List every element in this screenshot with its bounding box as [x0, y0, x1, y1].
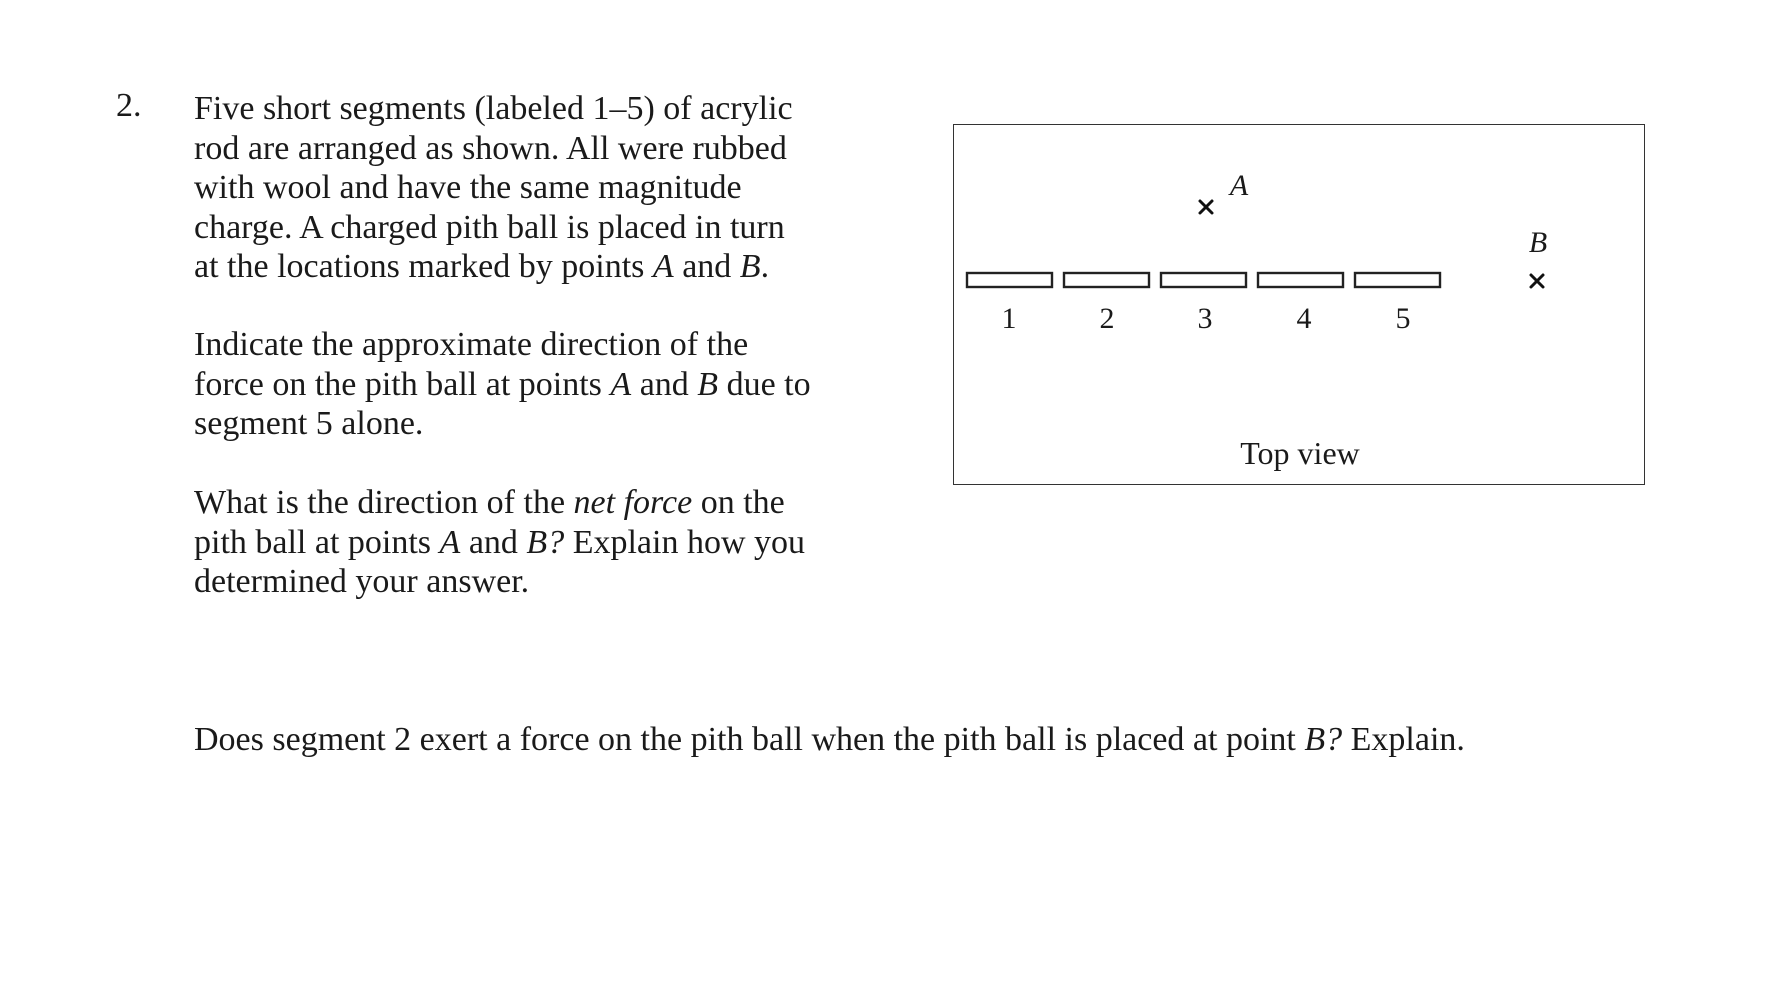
part2-line-1 — [194, 483, 934, 523]
intro-line-2: rod are arranged as shown. All were rubbed — [194, 129, 787, 167]
segment-label-1: 1 — [1001, 302, 1017, 335]
diagram-caption: Top view — [1240, 435, 1360, 471]
part2-line-2-and: and — [460, 523, 527, 561]
intro-line-4: charge. A charged pith ball is placed in turn — [194, 208, 785, 246]
diagram-canvas — [954, 125, 1646, 486]
rod-segment-2 — [1064, 273, 1149, 287]
point-a-ref: A — [439, 523, 461, 561]
rod-segment-1 — [967, 273, 1052, 287]
point-a-ref: A — [610, 365, 632, 403]
point-b-ref: B — [739, 248, 761, 285]
intro-line-5-end: . — [760, 248, 770, 285]
part3-end: Explain. — [1342, 721, 1465, 758]
point-b-ref: B? — [1304, 721, 1343, 758]
segment-label-4: 4 — [1296, 302, 1312, 335]
part1-line-2-end: due to — [718, 365, 811, 403]
part1-line-3: segment 5 alone. — [194, 405, 424, 442]
question-part-1 — [194, 325, 934, 444]
point-b-marker-icon — [1531, 275, 1543, 287]
segment-label-3: 3 — [1197, 302, 1213, 335]
intro-line-3: with wool and have the same magnitude — [194, 169, 742, 206]
part2-line-1-text: What is the direction of the — [194, 484, 574, 521]
segment-label-5: 5 — [1395, 302, 1411, 335]
point-b-ref: B? — [526, 523, 565, 561]
question-part-3 — [194, 720, 1694, 760]
part3-text: Does segment 2 exert a force on the pith ball when the pith ball is placed at point — [194, 721, 1305, 758]
part2-line-2-end: Explain how you — [564, 523, 806, 561]
rod-segment-4 — [1258, 273, 1343, 287]
intro-line-5 — [194, 247, 934, 287]
segment-label-2: 2 — [1099, 302, 1115, 335]
intro-line-5-text: at the locations marked by points — [194, 248, 653, 285]
part1-line-2-and: and — [631, 365, 698, 403]
part2-line-2-text: pith ball at points — [194, 523, 440, 561]
part1-line-1: Indicate the approximate direction of the — [194, 326, 749, 363]
intro-line-5-and: and — [673, 248, 740, 285]
part1-line-2-text: force on the pith ball at points — [194, 365, 611, 403]
point-a-marker-icon — [1200, 201, 1212, 213]
intro-line-1: Five short segments (labeled 1–5) of acrylic — [194, 90, 793, 127]
rod-segment-5 — [1355, 273, 1440, 287]
point-b-label: B — [1528, 226, 1548, 259]
net-force-term: net force — [573, 484, 693, 521]
rod-segment-3 — [1161, 273, 1246, 287]
part2-line-2 — [194, 523, 934, 563]
point-a-ref: A — [652, 248, 674, 285]
part2-line-3: determined your answer. — [194, 563, 530, 600]
part1-line-2 — [194, 365, 934, 405]
part3-line-1 — [194, 720, 1694, 760]
rod-segments-diagram — [953, 124, 1645, 485]
point-b-ref: B — [697, 365, 719, 403]
question-part-2 — [194, 483, 934, 602]
intro-paragraph — [194, 89, 934, 287]
question-number: 2. — [116, 87, 142, 124]
point-a-label: A — [1229, 169, 1249, 202]
part2-line-1-end: on the — [692, 484, 785, 521]
